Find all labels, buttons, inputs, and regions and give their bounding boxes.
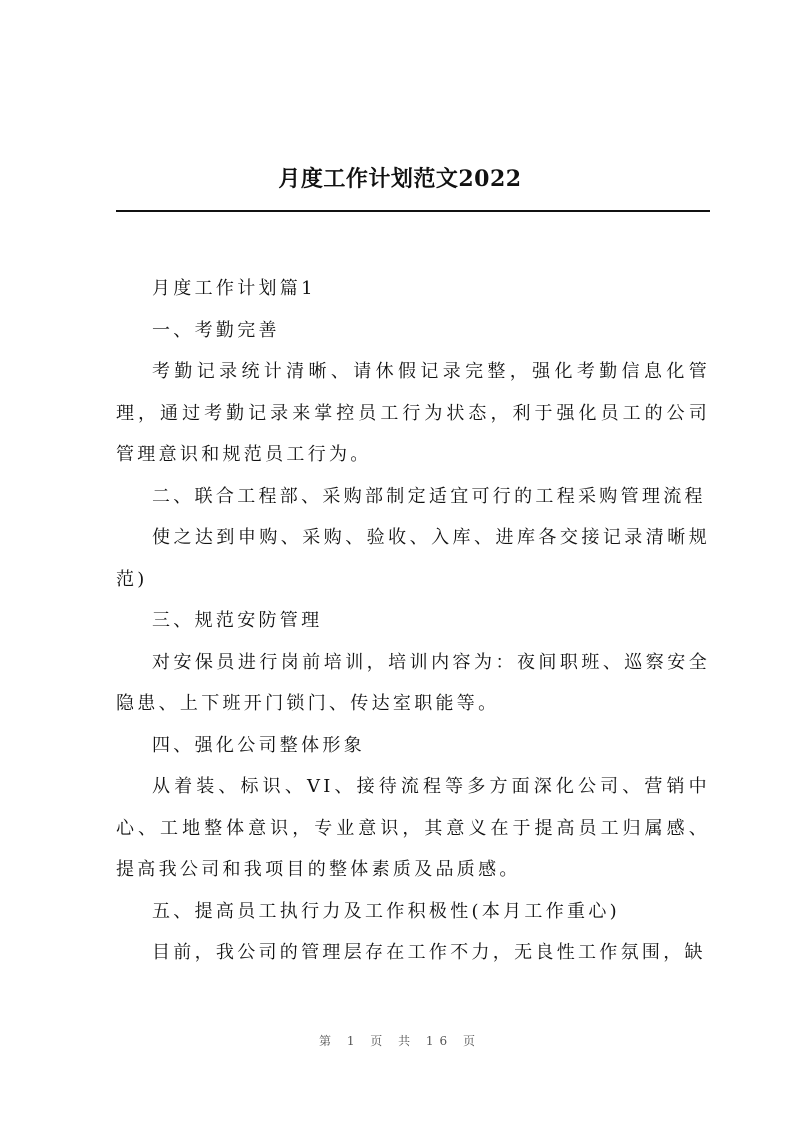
section-heading: 月度工作计划篇1 xyxy=(152,278,316,299)
document-body xyxy=(116,268,710,974)
document-title: 月度工作计划范文2022 xyxy=(278,166,522,192)
section-heading: 一、考勤完善 xyxy=(152,319,280,341)
section-heading: 二、联合工程部、采购部制定适宜可行的工程采购管理流程 xyxy=(152,485,706,507)
body-paragraph: 从着装、标识、VI、接待流程等多方面深化公司、营销中心、工地整体意识，专业意识，其意义在于提高员工归属感、提高我公司和我项目的整体素质及品质感。 xyxy=(116,776,710,880)
title-divider xyxy=(116,210,710,212)
page-number: 第 1 页 共 16 页 xyxy=(319,1034,481,1048)
section-heading: 五、提高员工执行力及工作积极性(本月工作重心) xyxy=(152,900,620,922)
body-paragraph: 考勤记录统计清晰、请休假记录完整，强化考勤信息化管理，通过考勤记录来掌控员工行为状态，利于强化员工的公司管理意识和规范员工行为。 xyxy=(116,361,710,465)
body-paragraph: 对安保员进行岗前培训，培训内容为：夜间职班、巡察安全隐患、上下班开门锁门、传达室职能等。 xyxy=(116,651,710,714)
section-heading: 四、强化公司整体形象 xyxy=(152,734,365,756)
body-paragraph: 使之达到申购、采购、验收、入库、进库各交接记录清晰规范) xyxy=(116,527,710,590)
section-heading: 三、规范安防管理 xyxy=(152,610,323,631)
body-paragraph: 目前，我公司的管理层存在工作不力，无良性工作氛围，缺 xyxy=(152,942,706,963)
